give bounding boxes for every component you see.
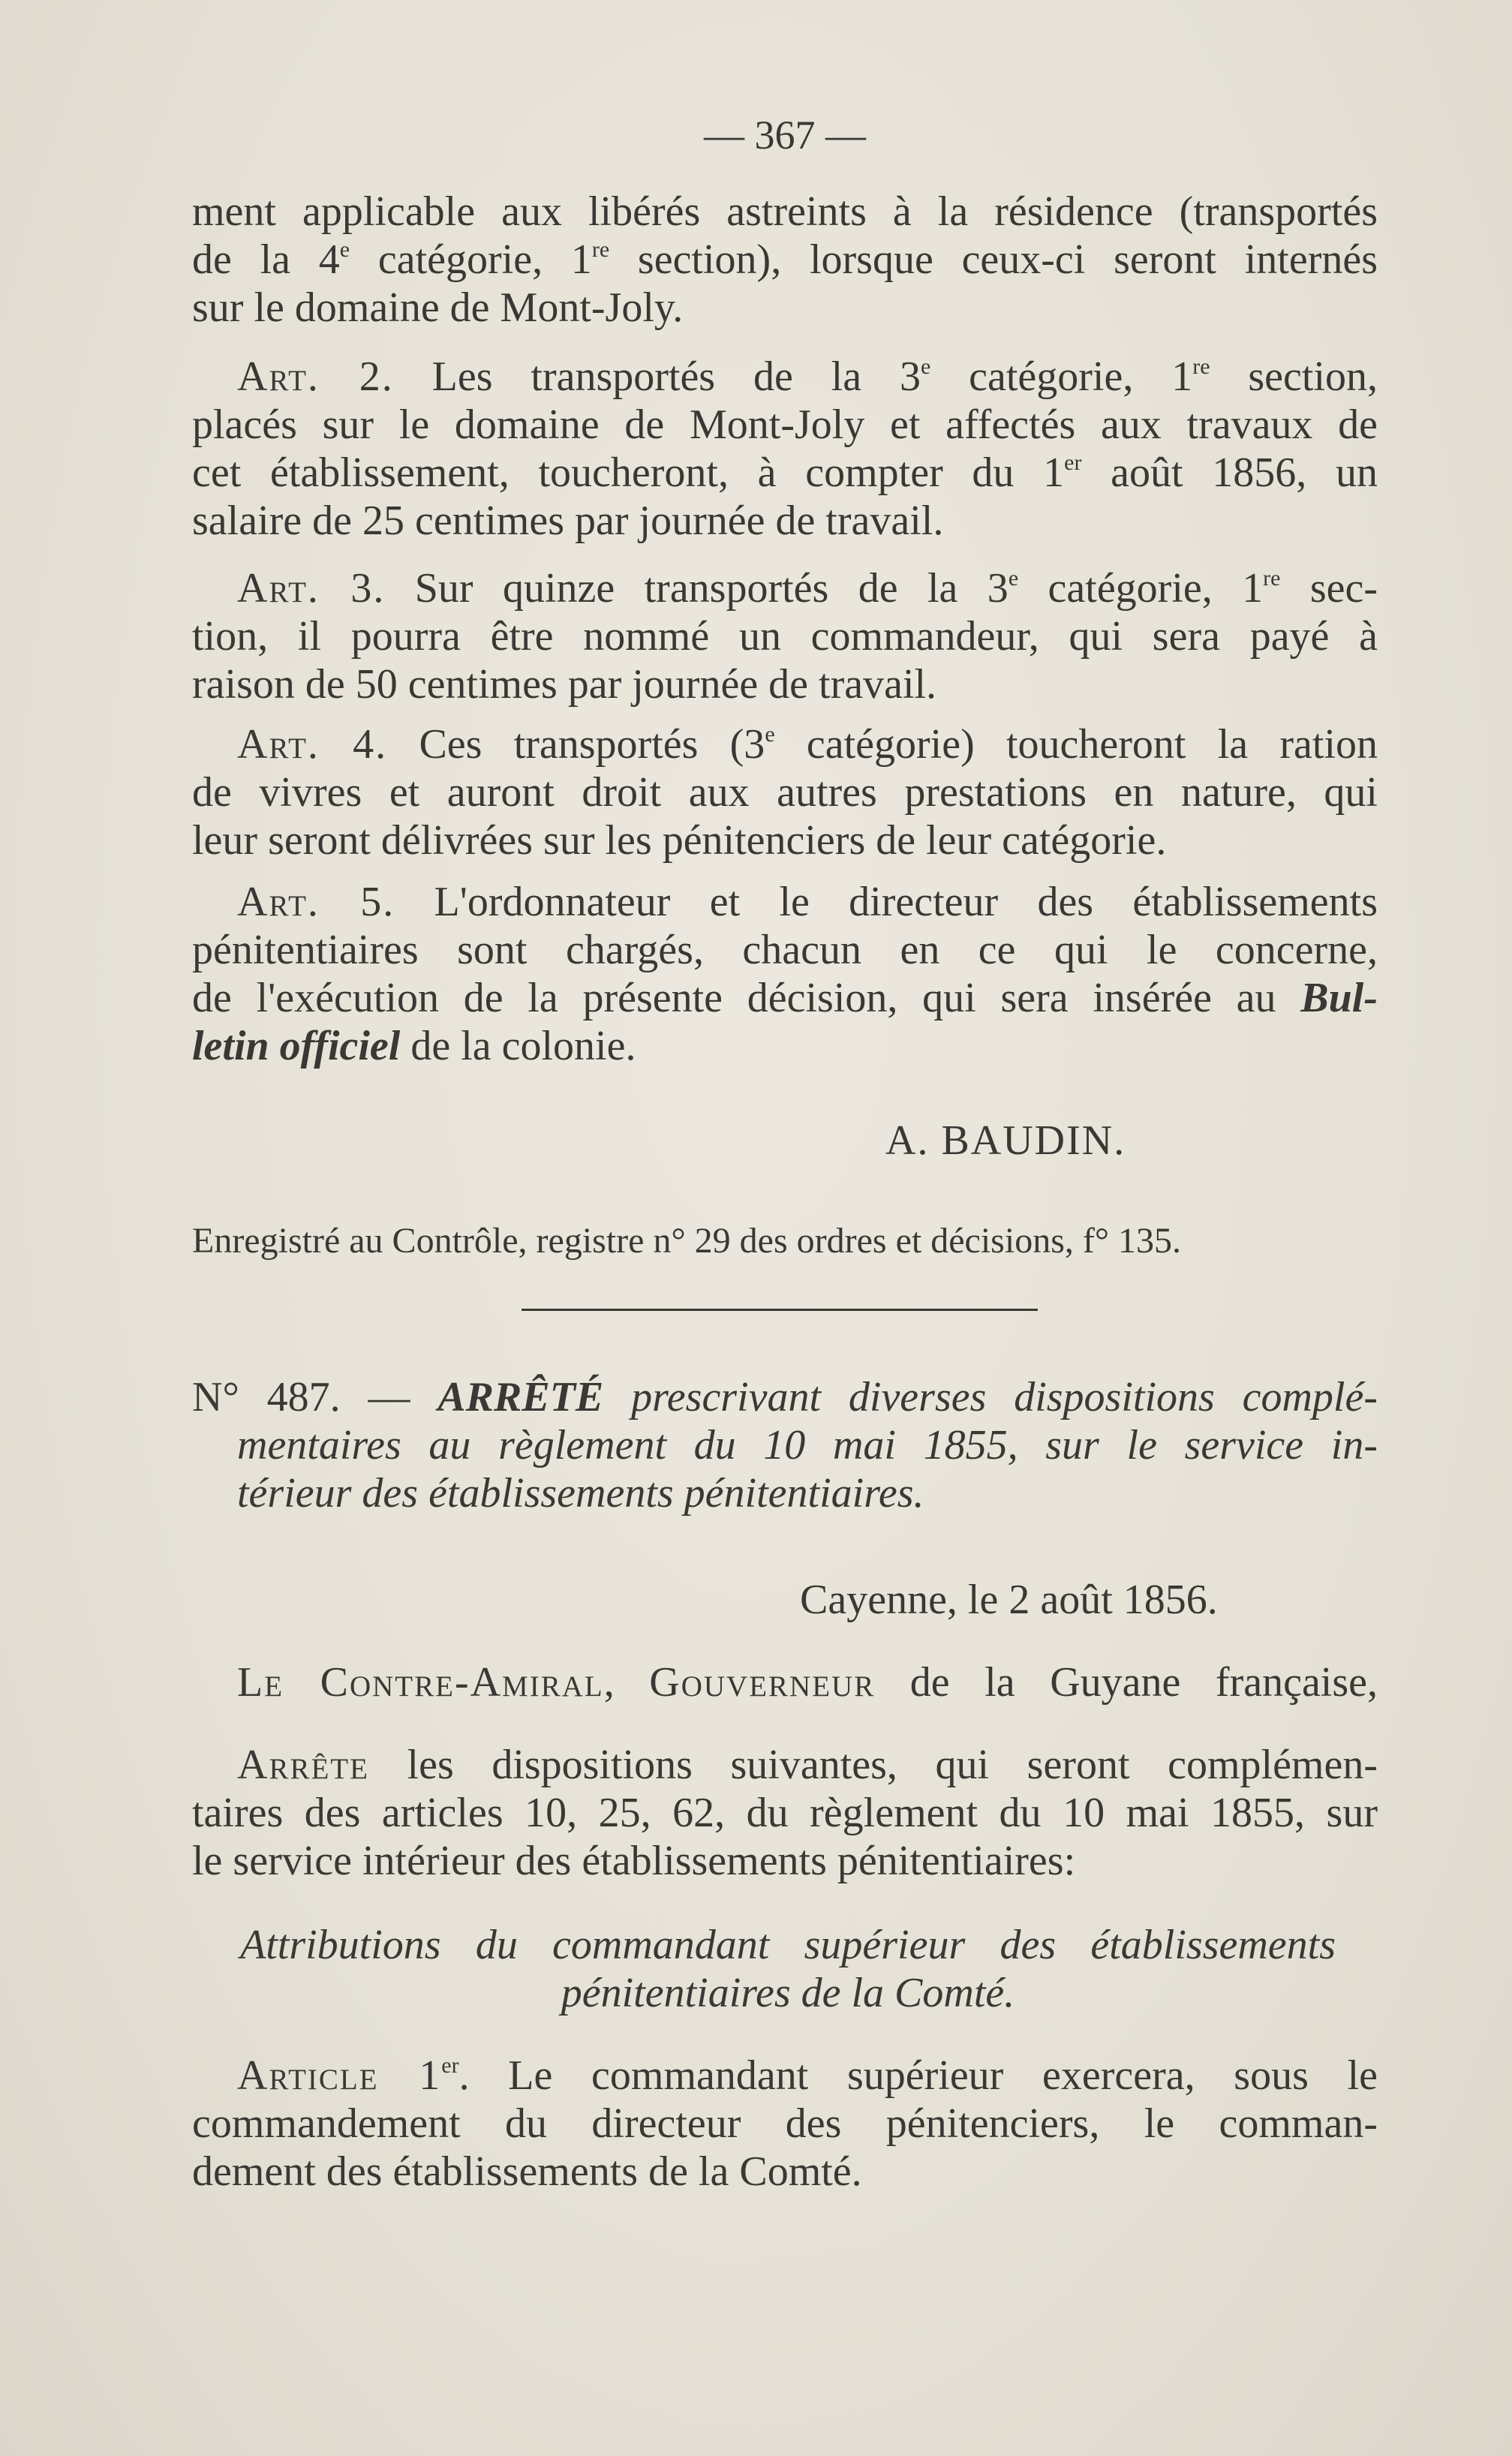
text-line: de vivres et auront droit aux autres prestations en nature, qui — [192, 769, 1378, 816]
article-4 — [192, 720, 1378, 864]
section-heading — [240, 1921, 1336, 2017]
arrete-heading — [192, 1373, 1378, 1517]
text-line: de la 4e catégorie, 1re section), lorsque ceux-ci seront internés — [192, 236, 1378, 283]
article-label: Article 1 — [237, 2052, 442, 2099]
text-line: pénitentiaires sont chargés, chacun en ce qui le concerne, — [192, 927, 1378, 973]
article-label: Art. 4. — [237, 721, 388, 768]
text-line: salaire de 25 centimes par journée de travail. — [192, 498, 944, 544]
text-line: Art. 2. Les transportés de la 3e catégorie, 1re section, — [237, 353, 1378, 400]
text-line: Attributions du commandant supérieur des établissements — [240, 1922, 1336, 1968]
arrete-title: ARRÊTÉ — [437, 1374, 604, 1420]
text-line: N° 487. — ARRÊTÉ prescrivant diverses dispositions complé- — [192, 1374, 1378, 1420]
article-label: Art. 5. — [237, 879, 395, 925]
text-line: commandement du directeur des pénitenciers, le comman- — [192, 2100, 1378, 2147]
text-line: pénitentiaires de la Comté. — [561, 1970, 1015, 2016]
text-line: placés sur le domaine de Mont-Joly et affectés aux travaux de — [192, 401, 1378, 448]
article-1 — [192, 2052, 1378, 2196]
text-line: raison de 50 centimes par journée de travail. — [192, 661, 937, 708]
article-3 — [192, 564, 1378, 708]
text-line: ment applicable aux libérés astreints à la résidence (transportés — [192, 188, 1378, 235]
text-line: Art. 4. Ces transportés (3e catégorie) toucheront la ration — [237, 721, 1378, 768]
place-date: Cayenne, le 2 août 1856. — [800, 1577, 1218, 1623]
section-divider — [522, 1309, 1038, 1311]
text-line: Art. 3. Sur quinze transportés de la 3e catégorie, 1re sec- — [237, 565, 1378, 612]
article-2 — [192, 353, 1378, 545]
text-line: le service intérieur des établissements pénitentiaires: — [192, 1838, 1076, 1884]
text-line: letin officiel de la colonie. — [192, 1023, 636, 1069]
paragraph-continuation — [192, 188, 1378, 332]
text-line: Article 1er. Le commandant supérieur exercera, sous le — [237, 2052, 1378, 2099]
page-number: — 367 — — [704, 113, 866, 158]
title-contre-amiral: Le Contre-Amiral — [237, 1659, 604, 1706]
text-line: taires des articles 10, 25, 62, du règlement du 10 mai 1855, sur — [192, 1790, 1378, 1836]
intro-line: Le Contre-Amiral, Gouverneur de la Guyane française, — [237, 1659, 1378, 1706]
text-line: sur le domaine de Mont-Joly. — [192, 284, 684, 331]
article-5 — [192, 878, 1378, 1070]
text-line: tion, il pourra être nommé un commandeur, qui sera payé à — [192, 613, 1378, 660]
text-line: dement des établissements de la Comté. — [192, 2148, 862, 2195]
text-line: Art. 5. L'ordonnateur et le directeur des établissements — [237, 879, 1378, 925]
text-line: Arrête les dispositions suivantes, qui seront complémen- — [237, 1742, 1378, 1788]
article-label: Art. 3. — [237, 565, 386, 612]
arrete-body — [192, 1741, 1378, 1885]
signature: A. BAUDIN. — [885, 1117, 1126, 1164]
article-label: Art. 2. — [237, 353, 394, 400]
text-line: de l'exécution de la présente décision, qui sera insérée au Bul- — [192, 975, 1378, 1021]
arrete-label: Arrête — [237, 1742, 369, 1788]
text-line: cet établissement, toucheront, à compter du 1er août 1856, un — [192, 449, 1378, 496]
text-line: leur seront délivrées sur les pénitenciers de leur catégorie. — [192, 817, 1167, 864]
registration-note: Enregistré au Contrôle, registre n° 29 des ordres et décisions, f° 135. — [192, 1221, 1182, 1261]
title-gouverneur: Gouverneur — [649, 1659, 876, 1706]
text-line: térieur des établissements pénitentiaires. — [237, 1470, 924, 1517]
text-line: mentaires au règlement du 10 mai 1855, sur le service in- — [237, 1422, 1378, 1468]
